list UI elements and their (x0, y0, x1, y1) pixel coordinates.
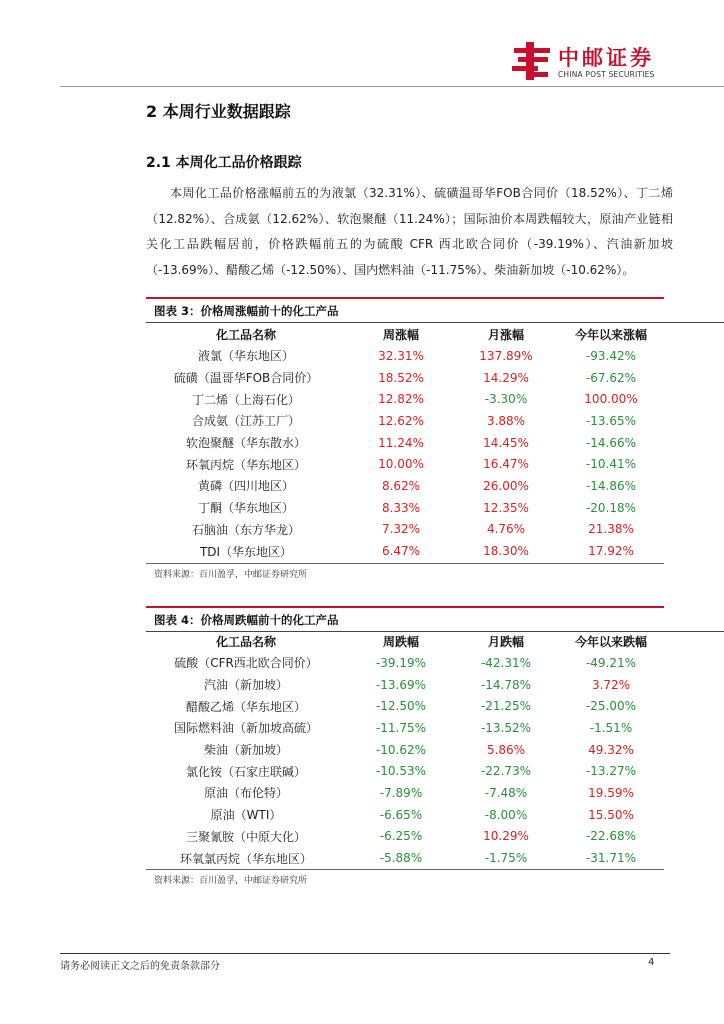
percent-cell: -3.30% (484, 392, 528, 407)
percent-cell: -10.53% (375, 764, 427, 779)
product-name-cell: 硫酸（CFR西北欧合同价） (174, 656, 318, 671)
column-header: 化工品名称 (215, 327, 276, 342)
table-row (146, 717, 666, 739)
column-header: 月涨幅 (487, 327, 524, 342)
percent-cell: 18.52% (378, 370, 424, 385)
percent-cell: -10.41% (585, 457, 637, 472)
percent-cell: 7.32% (381, 522, 421, 537)
percent-cell: 11.24% (378, 435, 424, 450)
table-row (146, 388, 666, 410)
table-row (146, 367, 666, 389)
percent-cell: -13.69% (375, 677, 427, 692)
price-gainers-table (146, 323, 666, 562)
body-paragraph: 本周化工品价格涨幅前五的为液氯（32.31%）、硫磺温哥华FOB合同价（18.52%）、丁二烯（12.82%）、合成氨（12.62%）、软泡聚醚（11.24%）；国际油价本周跌幅较大，原油产业链相关化工品跌幅居前，价格跌幅前五的为硫酸 CFR 西北欧合同价（-39.19%）、汽油新加坡（-13.69%）、醋酸乙烯（-12.50%）、国内燃料油（-11.75%）、柴油新加坡（-10.62%）。 (146, 186, 673, 277)
table-row (146, 760, 666, 782)
column-header: 周涨幅 (382, 327, 419, 342)
product-name-cell: 丁二烯（上海石化） (191, 392, 300, 407)
section-heading: 2 本周行业数据跟踪 (146, 102, 291, 121)
product-name-cell: 柴油（新加坡） (203, 743, 288, 758)
header-divider (60, 86, 724, 87)
table-row (146, 453, 666, 475)
table-down-bottom-rule (146, 869, 664, 870)
product-name-cell: 汽油（新加坡） (203, 678, 288, 693)
product-name-cell: 环氧氯丙烷（华东地区） (179, 851, 312, 866)
product-name-cell: 国际燃料油（新加坡高硫） (173, 721, 318, 736)
percent-cell: 32.31% (378, 348, 424, 363)
percent-cell: -5.88% (379, 851, 423, 866)
percent-cell: 19.59% (588, 785, 634, 800)
product-name-cell: 液氯（华东地区） (197, 349, 294, 364)
product-name-cell: 环氧丙烷（华东地区） (185, 457, 306, 472)
product-name-cell: 原油（布伦特） (203, 786, 288, 801)
table-row (146, 804, 666, 826)
percent-cell: 49.32% (588, 742, 634, 757)
product-name-cell: 原油（WTI） (210, 808, 282, 823)
percent-cell: 12.35% (483, 500, 529, 515)
product-name-cell: 合成氨（江苏工厂） (191, 414, 300, 429)
percent-cell: -7.48% (484, 785, 528, 800)
table-row (146, 519, 666, 541)
percent-cell: -21.25% (480, 699, 532, 714)
percent-cell: 12.82% (378, 392, 424, 407)
table-row (146, 652, 666, 674)
percent-cell: -14.66% (585, 435, 637, 450)
table-row (146, 432, 666, 454)
percent-cell: 3.88% (486, 413, 526, 428)
percent-cell: -1.75% (484, 851, 528, 866)
percent-cell: -31.71% (585, 851, 637, 866)
product-name-cell: 硫磺（温哥华FOB合同价） (173, 371, 319, 386)
percent-cell: -8.00% (484, 807, 528, 822)
product-name-cell: 三聚氰胺（中原大化） (185, 829, 306, 844)
percent-cell: 10.29% (483, 829, 529, 844)
percent-cell: 12.62% (378, 413, 424, 428)
company-logo (512, 40, 672, 84)
table-row (146, 540, 666, 562)
percent-cell: -42.31% (480, 655, 532, 670)
footer-divider (60, 953, 670, 954)
price-decliners-table (146, 630, 666, 869)
percent-cell: 8.33% (381, 500, 421, 515)
percent-cell: 26.00% (483, 478, 529, 493)
table-row (146, 782, 666, 804)
percent-cell: 17.92% (588, 544, 634, 559)
percent-cell: -93.42% (585, 348, 637, 363)
percent-cell: -11.75% (375, 720, 427, 735)
table-header-row (146, 630, 666, 652)
product-name-cell: 软泡聚醚（华东散水） (185, 436, 306, 451)
logo-chinese-name: 中邮证券 (558, 46, 654, 70)
column-header: 周跌幅 (382, 634, 419, 649)
percent-cell: -7.89% (379, 785, 423, 800)
percent-cell: -1.51% (589, 720, 633, 735)
table-row (146, 826, 666, 848)
subsection-heading: 2.1 本周化工品价格跟踪 (146, 155, 302, 171)
table-row (146, 739, 666, 761)
percent-cell: -49.21% (585, 655, 637, 670)
footer-disclaimer: 请务必阅读正文之后的免责条款部分 (60, 961, 220, 972)
percent-cell: -12.50% (375, 699, 427, 714)
chart-title-rule (146, 606, 664, 608)
table-row (146, 345, 666, 367)
percent-cell: -13.27% (585, 764, 637, 779)
percent-cell: 8.62% (381, 478, 421, 493)
product-name-cell: 石脑油（东方华龙） (191, 522, 300, 537)
product-name-cell: 黄磷（四川地区） (197, 479, 294, 494)
percent-cell: 10.00% (378, 457, 424, 472)
percent-cell: 14.45% (483, 435, 529, 450)
product-name-cell: 氯化铵（石家庄联碱） (185, 764, 306, 779)
table-down-title: 图表 4：价格周跌幅前十的化工产品 (154, 613, 339, 627)
percent-cell: -13.65% (585, 413, 637, 428)
percent-cell: 6.47% (381, 544, 421, 559)
percent-cell: 21.38% (588, 522, 634, 537)
table-row (146, 674, 666, 696)
table-row (146, 475, 666, 497)
percent-cell: -13.52% (480, 720, 532, 735)
percent-cell: -6.25% (379, 829, 423, 844)
post-logo-icon (512, 42, 552, 80)
percent-cell: -25.00% (585, 699, 637, 714)
percent-cell: 100.00% (584, 392, 638, 407)
table-row (146, 410, 666, 432)
product-name-cell: 丁酮（华东地区） (197, 501, 294, 516)
percent-cell: -22.73% (480, 764, 532, 779)
product-name-cell: TDI（华东地区） (199, 544, 293, 559)
table-row (146, 695, 666, 717)
percent-cell: 3.72% (591, 677, 631, 692)
percent-cell: 14.29% (483, 370, 529, 385)
percent-cell: 5.86% (486, 742, 526, 757)
percent-cell: -39.19% (375, 655, 427, 670)
page-number: 4 (648, 957, 655, 968)
percent-cell: 137.89% (479, 348, 533, 363)
table-row (146, 847, 666, 869)
table-row (146, 497, 666, 519)
percent-cell: -22.68% (585, 829, 637, 844)
percent-cell: 4.76% (486, 522, 526, 537)
percent-cell: -14.78% (480, 677, 532, 692)
column-header: 月跌幅 (487, 634, 524, 649)
column-header: 今年以来跌幅 (574, 634, 647, 649)
percent-cell: 15.50% (588, 807, 634, 822)
percent-cell: -6.65% (379, 807, 423, 822)
table-up-bottom-rule (146, 563, 664, 564)
percent-cell: -14.86% (585, 478, 637, 493)
table-up-source: 资料来源：百川盈孚，中邮证券研究所 (154, 570, 308, 580)
percent-cell: -10.62% (375, 742, 427, 757)
column-header: 化工品名称 (215, 634, 276, 649)
chart-title-rule (146, 297, 664, 299)
percent-cell: -20.18% (585, 500, 637, 515)
percent-cell: 16.47% (483, 457, 529, 472)
column-header: 今年以来涨幅 (574, 327, 647, 342)
table-down-source: 资料来源：百川盈孚，中邮证券研究所 (154, 876, 308, 886)
percent-cell: 18.30% (483, 544, 529, 559)
product-name-cell: 醋酸乙烯（华东地区） (185, 699, 306, 714)
logo-english-name: CHINA POST SECURITIES (558, 70, 655, 79)
table-up-title: 图表 3：价格周涨幅前十的化工产品 (154, 304, 339, 318)
percent-cell: -67.62% (585, 370, 637, 385)
table-header-row (146, 323, 666, 345)
